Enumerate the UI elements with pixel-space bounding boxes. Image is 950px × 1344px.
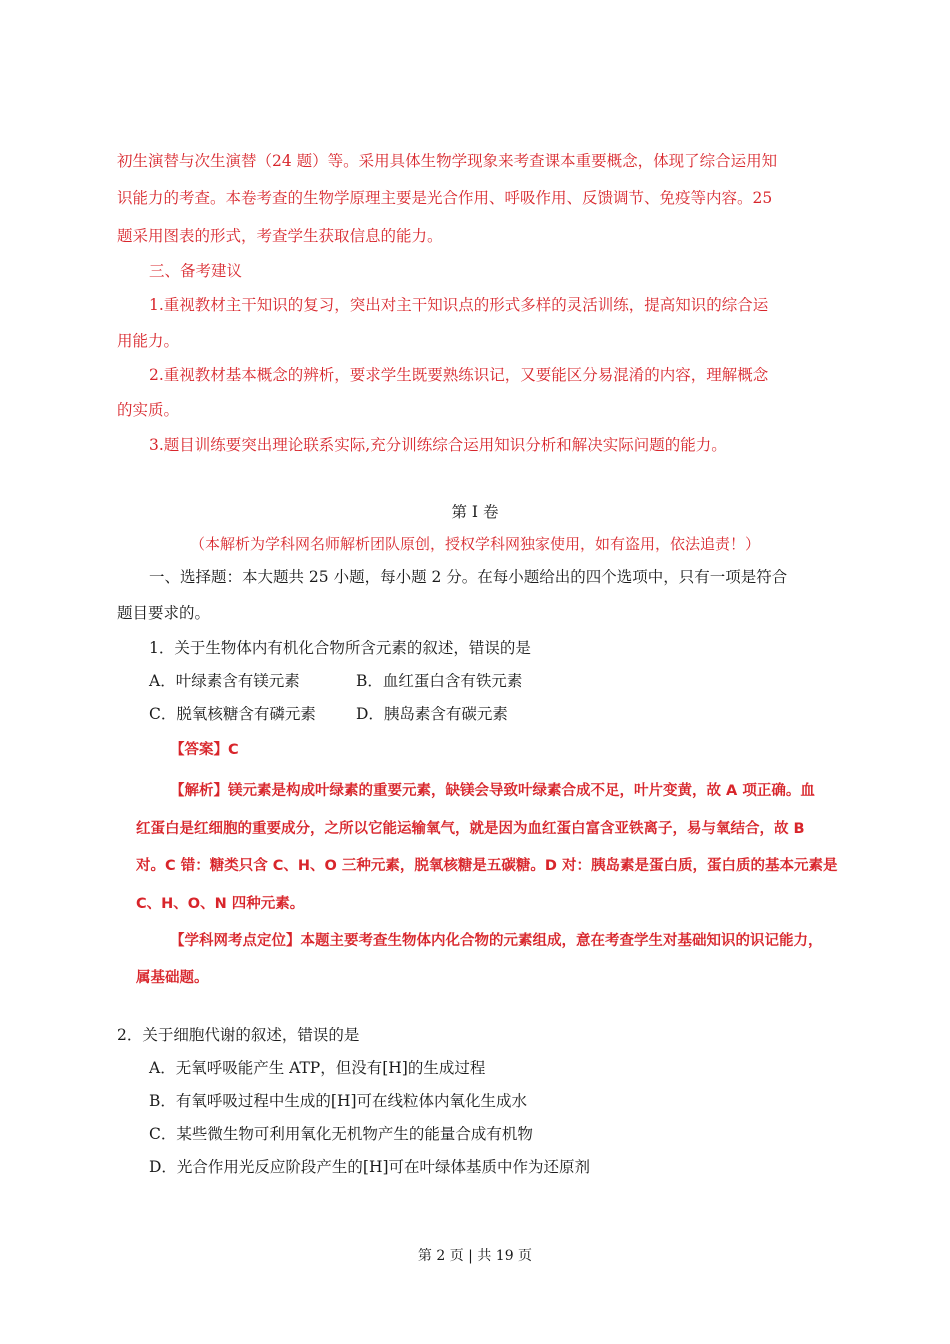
intro-line-3: 题采用图表的形式，考查学生获取信息的能力。 <box>117 227 443 245</box>
section-instruction-line-2: 题目要求的。 <box>117 604 211 622</box>
q1-option-b: B．血红蛋白含有铁元素 <box>356 672 523 690</box>
q1-option-c: C．脱氧核糖含有磷元素 <box>149 705 316 723</box>
q1-option-d: D．胰岛素含有碳元素 <box>356 705 508 723</box>
q1-analysis-line-2: 红蛋白是红细胞的重要成分，之所以它能运输氧气，就是因为血红蛋白富含亚铁离子，易与氧结合，故 B <box>136 821 805 837</box>
q1-analysis-line-4: C、H、O、N 四种元素。 <box>136 896 305 912</box>
suggestion-2-line-2: 的实质。 <box>117 401 180 419</box>
q2-option-c: C．某些微生物可利用氧化无机物产生的能量合成有机物 <box>149 1125 533 1143</box>
volume-title: 第 I 卷 <box>451 503 499 521</box>
q1-analysis-line-1: 【解析】镁元素是构成叶绿素的重要元素，缺镁会导致叶绿素合成不足，叶片变黄，故 A 项正确。血 <box>170 783 815 799</box>
q1-stem: 1．关于生物体内有机化合物所含元素的叙述，错误的是 <box>149 639 531 657</box>
q1-point-line-2: 属基础题。 <box>136 970 209 986</box>
q1-analysis-line-3: 对。C 错：糖类只含 C、H、O 三种元素，脱氧核糖是五碳糖。D 对：胰岛素是蛋白质，蛋白质的基本元素是 <box>136 858 838 874</box>
suggestion-3: 3.题目训练要突出理论联系实际,充分训练综合运用知识分析和解决实际问题的能力。 <box>149 436 727 454</box>
q1-point-line-1: 【学科网考点定位】本题主要考查生物体内化合物的元素组成，意在考查学生对基础知识的识记能力， <box>170 933 823 949</box>
section-instruction-line-1: 一、选择题：本大题共 25 小题，每小题 2 分。在每小题给出的四个选项中，只有一项是符合 <box>149 568 788 586</box>
suggestion-1-line-1: 1.重视教材主干知识的复习，突出对主干知识点的形式多样的灵活训练，提高知识的综合运 <box>149 296 769 314</box>
intro-line-2: 识能力的考查。本卷考查的生物学原理主要是光合作用、呼吸作用、反馈调节、免疫等内容。25 <box>117 189 773 207</box>
q2-option-d: D．光合作用光反应阶段产生的[H]可在叶绿体基质中作为还原剂 <box>149 1158 591 1176</box>
q2-option-b: B．有氧呼吸过程中生成的[H]可在线粒体内氧化生成水 <box>149 1092 528 1110</box>
q1-answer: 【答案】C <box>170 742 239 758</box>
suggestion-2-line-1: 2.重视教材基本概念的辨析，要求学生既要熟练识记，又要能区分易混淆的内容，理解概念 <box>149 366 769 384</box>
copyright-notice: （本解析为学科网名师解析团队原创，授权学科网独家使用，如有盗用，依法追责！） <box>189 535 760 553</box>
intro-line-1: 初生演替与次生演替（24 题）等。采用具体生物学现象来考查课本重要概念，体现了综合运用知 <box>117 152 778 170</box>
q1-option-a: A．叶绿素含有镁元素 <box>149 672 300 690</box>
page-footer: 第 2 页 | 共 19 页 <box>417 1248 533 1264</box>
suggestion-1-line-2: 用能力。 <box>117 332 180 350</box>
q2-stem: 2．关于细胞代谢的叙述，错误的是 <box>117 1026 360 1044</box>
suggestions-heading: 三、备考建议 <box>149 262 243 280</box>
q2-option-a: A．无氧呼吸能产生 ATP，但没有[H]的生成过程 <box>149 1059 486 1077</box>
